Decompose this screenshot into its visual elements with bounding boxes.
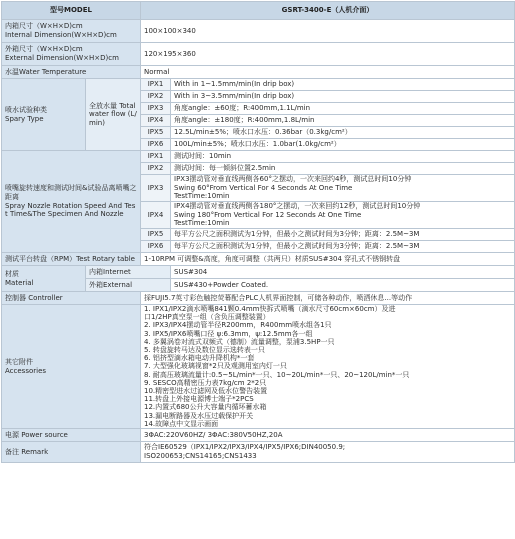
spray-ipx-code: IPX4: [141, 115, 171, 127]
inner-dimension-label: [2, 20, 141, 43]
accessory-item: 10.精密型进水过滤网及低水位警告装置: [144, 387, 268, 396]
rotation-ipx-code: IPX5: [141, 229, 171, 241]
accessory-item: 2. IPX3/IPX4摆动管半径R200mm，R400mm喷水组各1只: [144, 321, 332, 330]
remark-value: [141, 442, 515, 463]
spray-ipx-value: With in 1~1.5mm/min(In drip box): [171, 79, 515, 91]
controller-row: [2, 292, 515, 305]
rotation-ipx-code: IPX3: [141, 175, 171, 202]
spray-ipx-code: IPX3: [141, 103, 171, 115]
controller-value: 採FUJI5.7英寸彩色触控荧幕配合PLC人机界面控制，可储各种动作，喷洒休息...等动作: [141, 292, 515, 305]
accessories-row: [2, 305, 515, 429]
accessory-item: 1. IPX1/IPX2滴水喷嘴841颗0.4mm快拆式喷嘴（滴水尺寸60cm×60cm）及进: [144, 305, 396, 313]
power-value: 3ΦAC:220V60HZ/ 3ΦAC:380V50HZ,20A: [141, 429, 515, 442]
spray-ipx-code: IPX6: [141, 139, 171, 151]
spray-ipx-value: 角度angle：±180度；R:400mm,1.8L/min: [171, 115, 515, 127]
total-flow-label: 全放水量 Total water flow (L/min): [86, 79, 141, 151]
accessories-list: [141, 305, 515, 429]
rotation-ipx-code: IPX4: [141, 202, 171, 229]
material-label: [2, 266, 86, 292]
inner-dimension-label-cn: 内箱尺寸（W×H×D)cm: [5, 22, 83, 31]
rotation-line: IPX3摆动管对垂直线两侧各60°之摆动，一次来回约4秒，测试总时间10分钟: [174, 175, 412, 184]
water-temperature-value: Normal: [141, 66, 515, 79]
accessory-item: 6. 铝挤型滴水箱电动升降机构*一套: [144, 354, 255, 363]
controller-label: 控制器 Controller: [2, 292, 141, 305]
spray-ipx-value: 100L/min±5%；喷水口水压：1.0bar(1.0kg/cm²）: [171, 139, 515, 151]
power-label: 电源 Power source: [2, 429, 141, 442]
rotation-row-ipx1: [2, 151, 515, 163]
rotation-label: [2, 151, 141, 253]
rotation-line: Swing 180°From Vertical For 12 Seconds At One Time: [174, 210, 362, 219]
rotation-ipx-value: 每平方公尺之面积测试为1分钟，但最小之测试时间为3分钟；距离：2.5M~3M: [171, 229, 515, 241]
rotation-ipx-value: 每平方公尺之面积测试为1分钟，但最小之测试时间为3分钟；距离：2.5M~3M: [171, 241, 515, 253]
header-row: [2, 2, 515, 20]
spray-ipx-value: With in 3~3.5mm/min(In drip box): [171, 91, 515, 103]
material-inner-value: SUS#304: [171, 266, 515, 279]
rotation-ipx-value: [171, 202, 515, 229]
accessory-item: 12.内置式680公升大容量内循环蓄水箱: [144, 403, 267, 412]
water-temperature-label: 水温Water Temperature: [2, 66, 141, 79]
material-inner-label: 内箱Internet: [86, 266, 171, 279]
rotary-table-row: [2, 253, 515, 266]
rotation-label-en: Spray Nozzle Rotation Speed And Test Time&The Specimen And Nozzle: [5, 201, 136, 219]
spray-ipx-code: IPX2: [141, 91, 171, 103]
spray-type-label-cn: 喷水试验种类: [5, 105, 47, 114]
material-label-en: Material: [5, 278, 34, 287]
power-row: [2, 429, 515, 442]
accessories-label: [2, 305, 141, 429]
accessory-item: 3. IPX5/IPX6喷嘴口径 ψ:6.3mm，ψ:12.5mm各一组: [144, 329, 313, 338]
remark-line: ISO200653;CNS14165;CNS1433: [144, 452, 257, 461]
rotation-line: TestTime:10min: [174, 219, 230, 228]
accessory-item: 5. 转盘旋转马达及数位显示选转表一只: [144, 346, 265, 355]
accessories-label-en: Accessories: [5, 366, 47, 375]
accessory-item: 7. 大型强化玻璃视窗*2只及观测用室内灯一只: [144, 362, 287, 371]
rotary-table-value: 1-10RPM 可调整&高度，角度可调整（共两只）材质SUS#304 穿孔式不锈钢转盘: [141, 253, 515, 266]
accessory-item: 8. 耐高压玻璃流量计:0.5~5L/min*一只、10~20L/min*一只、20~120L/min*一只: [144, 370, 410, 379]
inner-dimension-value: 100×100×340: [141, 20, 515, 43]
accessory-item: 9. SESCO高精密压力表7kg/cm 2*2只: [144, 378, 267, 387]
spray-type-label-en: Spary Type: [5, 114, 44, 123]
rotation-line: IPX4摆动管对垂直线两侧各180°之摆动，一次来回约12秒，测试总时间10分钟: [174, 202, 421, 211]
spray-ipx-value: 12.5L/min±5%；喷水口水压：0.36bar（0.3kg/cm²）: [171, 127, 515, 139]
rotation-line: Swing 60°From Vertical For 4 Seconds At One Time: [174, 183, 353, 192]
rotation-ipx-value: 测试时间：每一倾斜位置2.5min: [171, 163, 515, 175]
model-label: 型号MODEL: [2, 2, 141, 20]
material-row-inner: [2, 266, 515, 279]
outer-dimension-label: [2, 43, 141, 66]
remark-line: 符合IE60529（IPX1/IPX2/IPX3/IPX4/IPX5/IPX6;DIN40050.9;: [144, 443, 346, 452]
spec-table: [1, 1, 515, 463]
accessory-item: 4. 多翼涡卷对流式双频式（德制）流量调整，泵浦3.5HP一只: [144, 337, 335, 346]
material-outer-value: SUS#430+Powder Coated.: [171, 279, 515, 292]
outer-dimension-label-en: External Dimension(W×H×D)cm: [5, 54, 119, 62]
rotary-table-label: 测试平台转盘（RPM）Test Rotary table: [2, 253, 141, 266]
rotation-ipx-code: IPX1: [141, 151, 171, 163]
remark-row: [2, 442, 515, 463]
spray-row-ipx1: [2, 79, 515, 91]
accessory-item: 14.故障点中文显示画面: [144, 419, 219, 428]
rotation-ipx-value: 测试时间：10min: [171, 151, 515, 163]
rotation-ipx-code: IPX6: [141, 241, 171, 253]
spray-ipx-value: 角度angle：±60度；R:400mm,1.1L/min: [171, 103, 515, 115]
spray-type-label: [2, 79, 86, 151]
outer-dimension-row: [2, 43, 515, 66]
accessories-label-cn: 其它附件: [5, 357, 33, 366]
spray-ipx-code: IPX1: [141, 79, 171, 91]
outer-dimension-label-cn: 外箱尺寸（W×H×D)cm: [5, 45, 83, 54]
model-value: GSRT-3400-E（人机介面）: [141, 2, 515, 20]
accessory-item: 11.转盘上外接电源博士端子*2PCS: [144, 395, 254, 404]
water-temperature-row: [2, 66, 515, 79]
inner-dimension-row: [2, 20, 515, 43]
rotation-ipx-code: IPX2: [141, 163, 171, 175]
material-outer-label: 外箱External: [86, 279, 171, 292]
material-label-cn: 材质: [5, 269, 19, 278]
rotation-label-cn: 喷嘴旋转速度和测试时间&试验品离喷嘴之距离: [5, 184, 137, 201]
accessory-item: 13.漏电断路器及水压过载保护开关: [144, 411, 254, 420]
rotation-ipx-value: [171, 175, 515, 202]
spray-ipx-code: IPX5: [141, 127, 171, 139]
outer-dimension-value: 120×195×360: [141, 43, 515, 66]
remark-label: 备注 Remark: [2, 442, 141, 463]
inner-dimension-label-en: Internal Dimension(W×H×D)cm: [5, 31, 117, 39]
accessory-item: 口1/2HP真空泵一组（含负压调整装置）: [144, 313, 270, 322]
rotation-line: TestTime:10min: [174, 192, 230, 201]
